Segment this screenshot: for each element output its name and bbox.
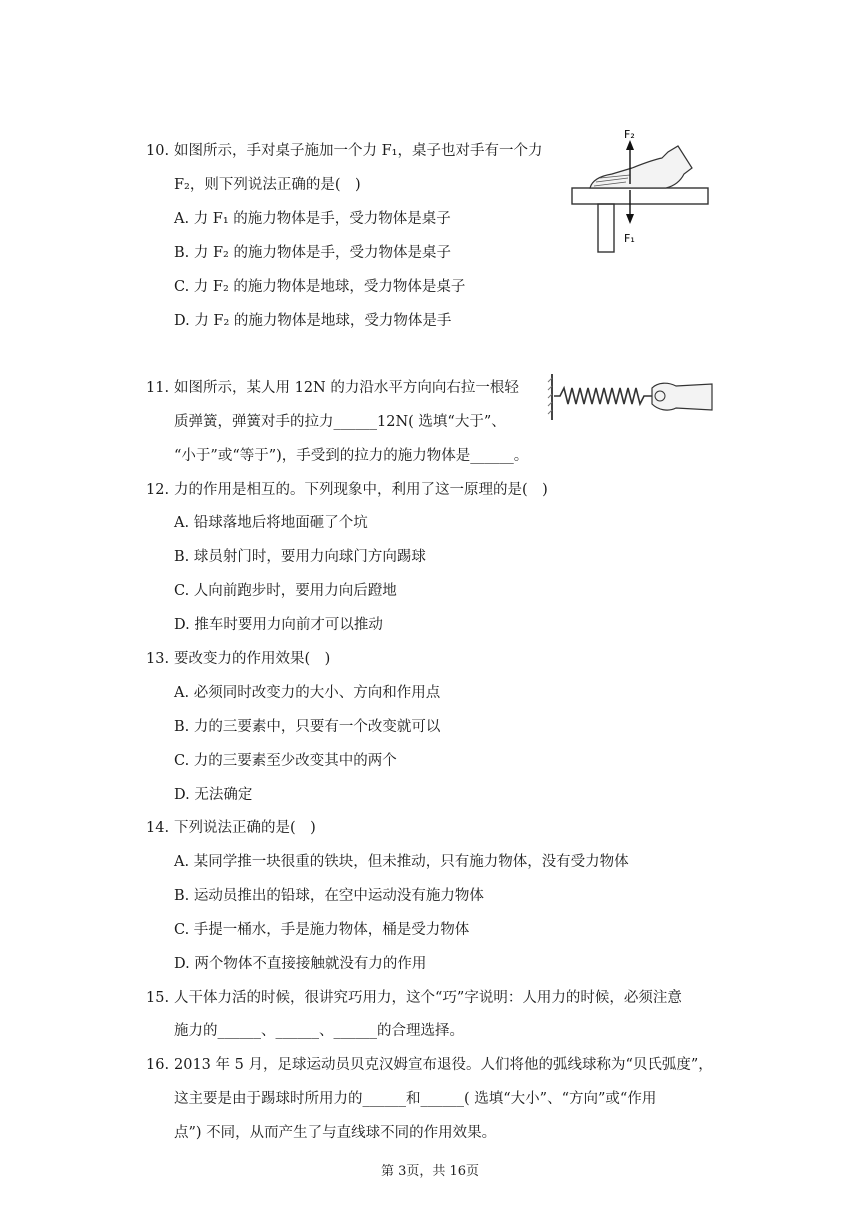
option-d: D. 两个物体不直接接触就没有力的作用 [174, 956, 427, 972]
question-number: 14. [146, 820, 170, 836]
question-number: 12. [146, 482, 170, 498]
question-text-line: 施力的______、______、______的合理选择。 [174, 1023, 464, 1039]
question-text-line: 点”) 不同，从而产生了与直线球不同的作用效果。 [174, 1125, 497, 1141]
question-text-line: 质弹簧，弹簧对手的拉力______12N( 选填“大于”、 [174, 414, 506, 430]
question-number: 10. [146, 143, 170, 159]
option-d: D. 无法确定 [174, 787, 253, 803]
option-b: B. 球员射门时，要用力向球门方向踢球 [174, 549, 426, 565]
question-number: 15. [146, 990, 170, 1006]
option-d: D. 力 F₂ 的施力物体是地球，受力物体是手 [174, 313, 452, 329]
option-a: A. 某同学推一块很重的铁块，但未推动，只有施力物体，没有受力物体 [174, 854, 629, 870]
question-number: 16. [146, 1057, 170, 1073]
question-text-line: 2013 年 5 月，足球运动员贝克汉姆宣布退役。人们将他的弧线球称为“贝氏弧度”， [174, 1057, 713, 1073]
option-d: D. 推车时要用力向前才可以推动 [174, 617, 383, 633]
question-text-line: 下列说法正确的是( ) [174, 820, 316, 836]
question-text-line: 人干体力活的时候，很讲究巧用力，这个“巧”字说明：人用力的时候，必须注意 [174, 990, 682, 1006]
option-a: A. 铅球落地后将地面砸了个坑 [174, 515, 368, 531]
option-c: C. 力 F₂ 的施力物体是地球，受力物体是桌子 [174, 279, 466, 295]
option-c: C. 人向前跑步时，要用力向后蹬地 [174, 583, 397, 599]
f2-label: F₂ [624, 128, 635, 141]
question-text-line: 这主要是由于踢球时所用力的______和______( 选填“大小”、“方向”或“作用 [174, 1091, 657, 1107]
page-footer: 第 3页，共 16页 [380, 1164, 480, 1179]
question-number: 11. [146, 380, 170, 396]
option-b: B. 力的三要素中，只要有一个改变就可以 [174, 719, 441, 735]
spring-pull-figure [546, 370, 716, 424]
option-a: A. 力 F₁ 的施力物体是手，受力物体是桌子 [174, 211, 451, 227]
question-number: 13. [146, 651, 170, 667]
question-text-line: 如图所示，某人用 12N 的力沿水平方向向右拉一根轻 [174, 380, 519, 396]
question-text-line: F₂，则下列说法正确的是( ) [174, 177, 361, 193]
option-c: C. 手提一桶水，手是施力物体，桶是受力物体 [174, 922, 470, 938]
option-b: B. 力 F₂ 的施力物体是手，受力物体是桌子 [174, 245, 451, 261]
question-text-line: 如图所示，手对桌子施加一个力 F₁，桌子也对手有一个力 [174, 143, 543, 159]
hand-on-table-figure [566, 128, 712, 256]
question-text-line: 力的作用是相互的。下列现象中，利用了这一原理的是( ) [174, 482, 548, 498]
option-a: A. 必须同时改变力的大小、方向和作用点 [174, 685, 441, 701]
question-text-line: 要改变力的作用效果( ) [174, 651, 331, 667]
option-b: B. 运动员推出的铅球，在空中运动没有施力物体 [174, 888, 484, 904]
question-text-line: “小于”或“等于”)，手受到的拉力的施力物体是______。 [174, 448, 529, 464]
f1-label: F₁ [624, 232, 635, 245]
option-c: C. 力的三要素至少改变其中的两个 [174, 753, 397, 769]
